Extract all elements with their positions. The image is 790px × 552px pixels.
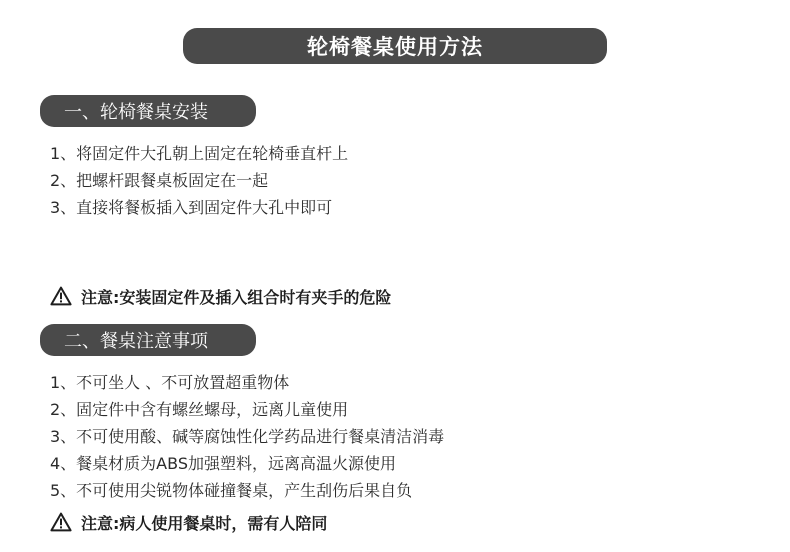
precautions-list bbox=[50, 369, 444, 504]
list-item: 2、固定件中含有螺丝螺母，远离儿童使用 bbox=[50, 400, 349, 419]
warning-triangle-icon bbox=[50, 512, 72, 532]
list-item: 1、将固定件大孔朝上固定在轮椅垂直杆上 bbox=[50, 144, 349, 163]
usage-warning bbox=[50, 509, 327, 535]
installation-steps-list bbox=[50, 140, 348, 221]
section-heading-installation bbox=[40, 95, 256, 127]
warning-text: 注意:病人使用餐桌时，需有人陪同 bbox=[81, 513, 328, 533]
page-title-bar bbox=[183, 28, 607, 64]
list-item: 2、把螺杆跟餐桌板固定在一起 bbox=[50, 171, 269, 190]
installation-warning bbox=[50, 283, 391, 309]
list-item: 4、餐桌材质为ABS加强塑料，远离高温火源使用 bbox=[50, 454, 396, 473]
warning-text: 注意:安装固定件及插入组合时有夹手的危险 bbox=[81, 287, 392, 307]
page-title: 轮椅餐桌使用方法 bbox=[307, 35, 483, 59]
list-item: 1、不可坐人 、不可放置超重物体 bbox=[50, 373, 290, 392]
section-heading-label: 一、轮椅餐桌安装 bbox=[64, 102, 208, 123]
section-heading-label: 二、餐桌注意事项 bbox=[64, 331, 208, 352]
section-heading-precautions bbox=[40, 324, 256, 356]
list-item: 3、直接将餐板插入到固定件大孔中即可 bbox=[50, 198, 333, 217]
list-item: 5、不可使用尖锐物体碰撞餐桌，产生刮伤后果自负 bbox=[50, 481, 413, 500]
list-item: 3、不可使用酸、碱等腐蚀性化学药品进行餐桌清洁消毒 bbox=[50, 427, 445, 446]
warning-triangle-icon bbox=[50, 286, 72, 306]
